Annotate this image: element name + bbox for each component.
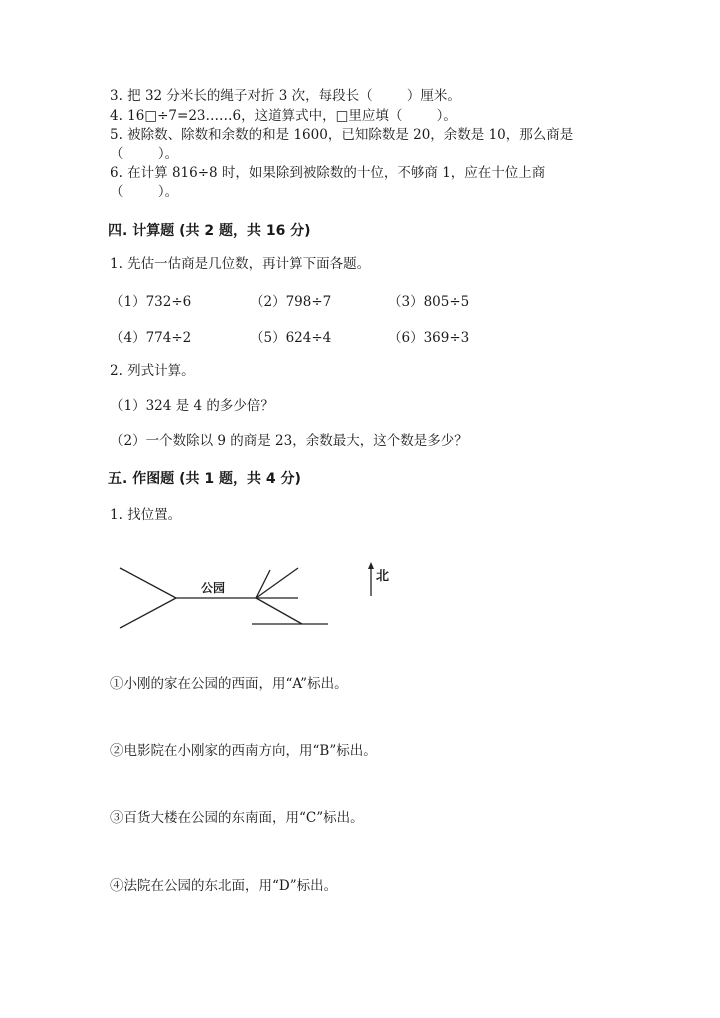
section-4-q2-prompt: 2. 列式计算。: [110, 363, 195, 379]
calc-item: （3）805÷5: [388, 294, 470, 310]
map-road-northeast: [256, 568, 298, 598]
calc-item: （1）732÷6: [110, 294, 192, 310]
north-arrow-icon: [366, 562, 376, 598]
question-6-line-1: 6. 在计算 816÷8 时，如果除到被除数的十位，不够商 1，应在十位上商: [110, 165, 546, 181]
section-4-q2-item-2: （2）一个数除以 9 的商是 23，余数最大，这个数是多少？: [110, 433, 468, 449]
map-road-southeast: [256, 598, 302, 624]
location-map-diagram: [110, 552, 410, 632]
calc-item: （2）798÷7: [250, 294, 332, 310]
calc-item: （4）774÷2: [110, 330, 192, 346]
section-5-q1-prompt: 1. 找位置。: [110, 507, 182, 523]
map-task-4: ④法院在公园的东北面，用“D”标出。: [110, 878, 338, 894]
calc-item: （5）624÷4: [250, 330, 332, 346]
question-5-line-2: （ ）。: [110, 146, 179, 162]
map-task-2: ②电影院在小刚家的西南方向，用“B”标出。: [110, 743, 377, 759]
question-6-line-2: （ ）。: [110, 184, 179, 200]
map-road-west-lower: [120, 598, 176, 628]
map-road-north: [256, 570, 270, 598]
section-4-q1-prompt: 1. 先估一估商是几位数，再计算下面各题。: [110, 256, 371, 272]
section-4-title: 四. 计算题 (共 2 题，共 16 分): [108, 223, 311, 239]
north-label: 北: [376, 569, 390, 584]
question-5-line-1: 5. 被除数、除数和余数的和是 1600，已知除数是 20，余数是 10，那么商是: [110, 127, 574, 143]
question-4: 4. 16□÷7=23……6，这道算式中，□里应填（ ）。: [110, 108, 457, 124]
section-5-title: 五. 作图题 (共 1 题，共 4 分): [108, 471, 301, 487]
map-task-3: ③百货大楼在公园的东南面，用“C”标出。: [110, 810, 364, 826]
section-4-q2-item-1: （1）324 是 4 的多少倍？: [110, 398, 274, 414]
park-label: 公园: [201, 581, 226, 595]
question-3: 3. 把 32 分米长的绳子对折 3 次，每段长（ ）厘米。: [110, 88, 461, 104]
map-task-1: ①小刚的家在公园的西面，用“A”标出。: [110, 676, 348, 692]
map-road-west-upper: [120, 568, 176, 598]
calc-item: （6）369÷3: [388, 330, 470, 346]
